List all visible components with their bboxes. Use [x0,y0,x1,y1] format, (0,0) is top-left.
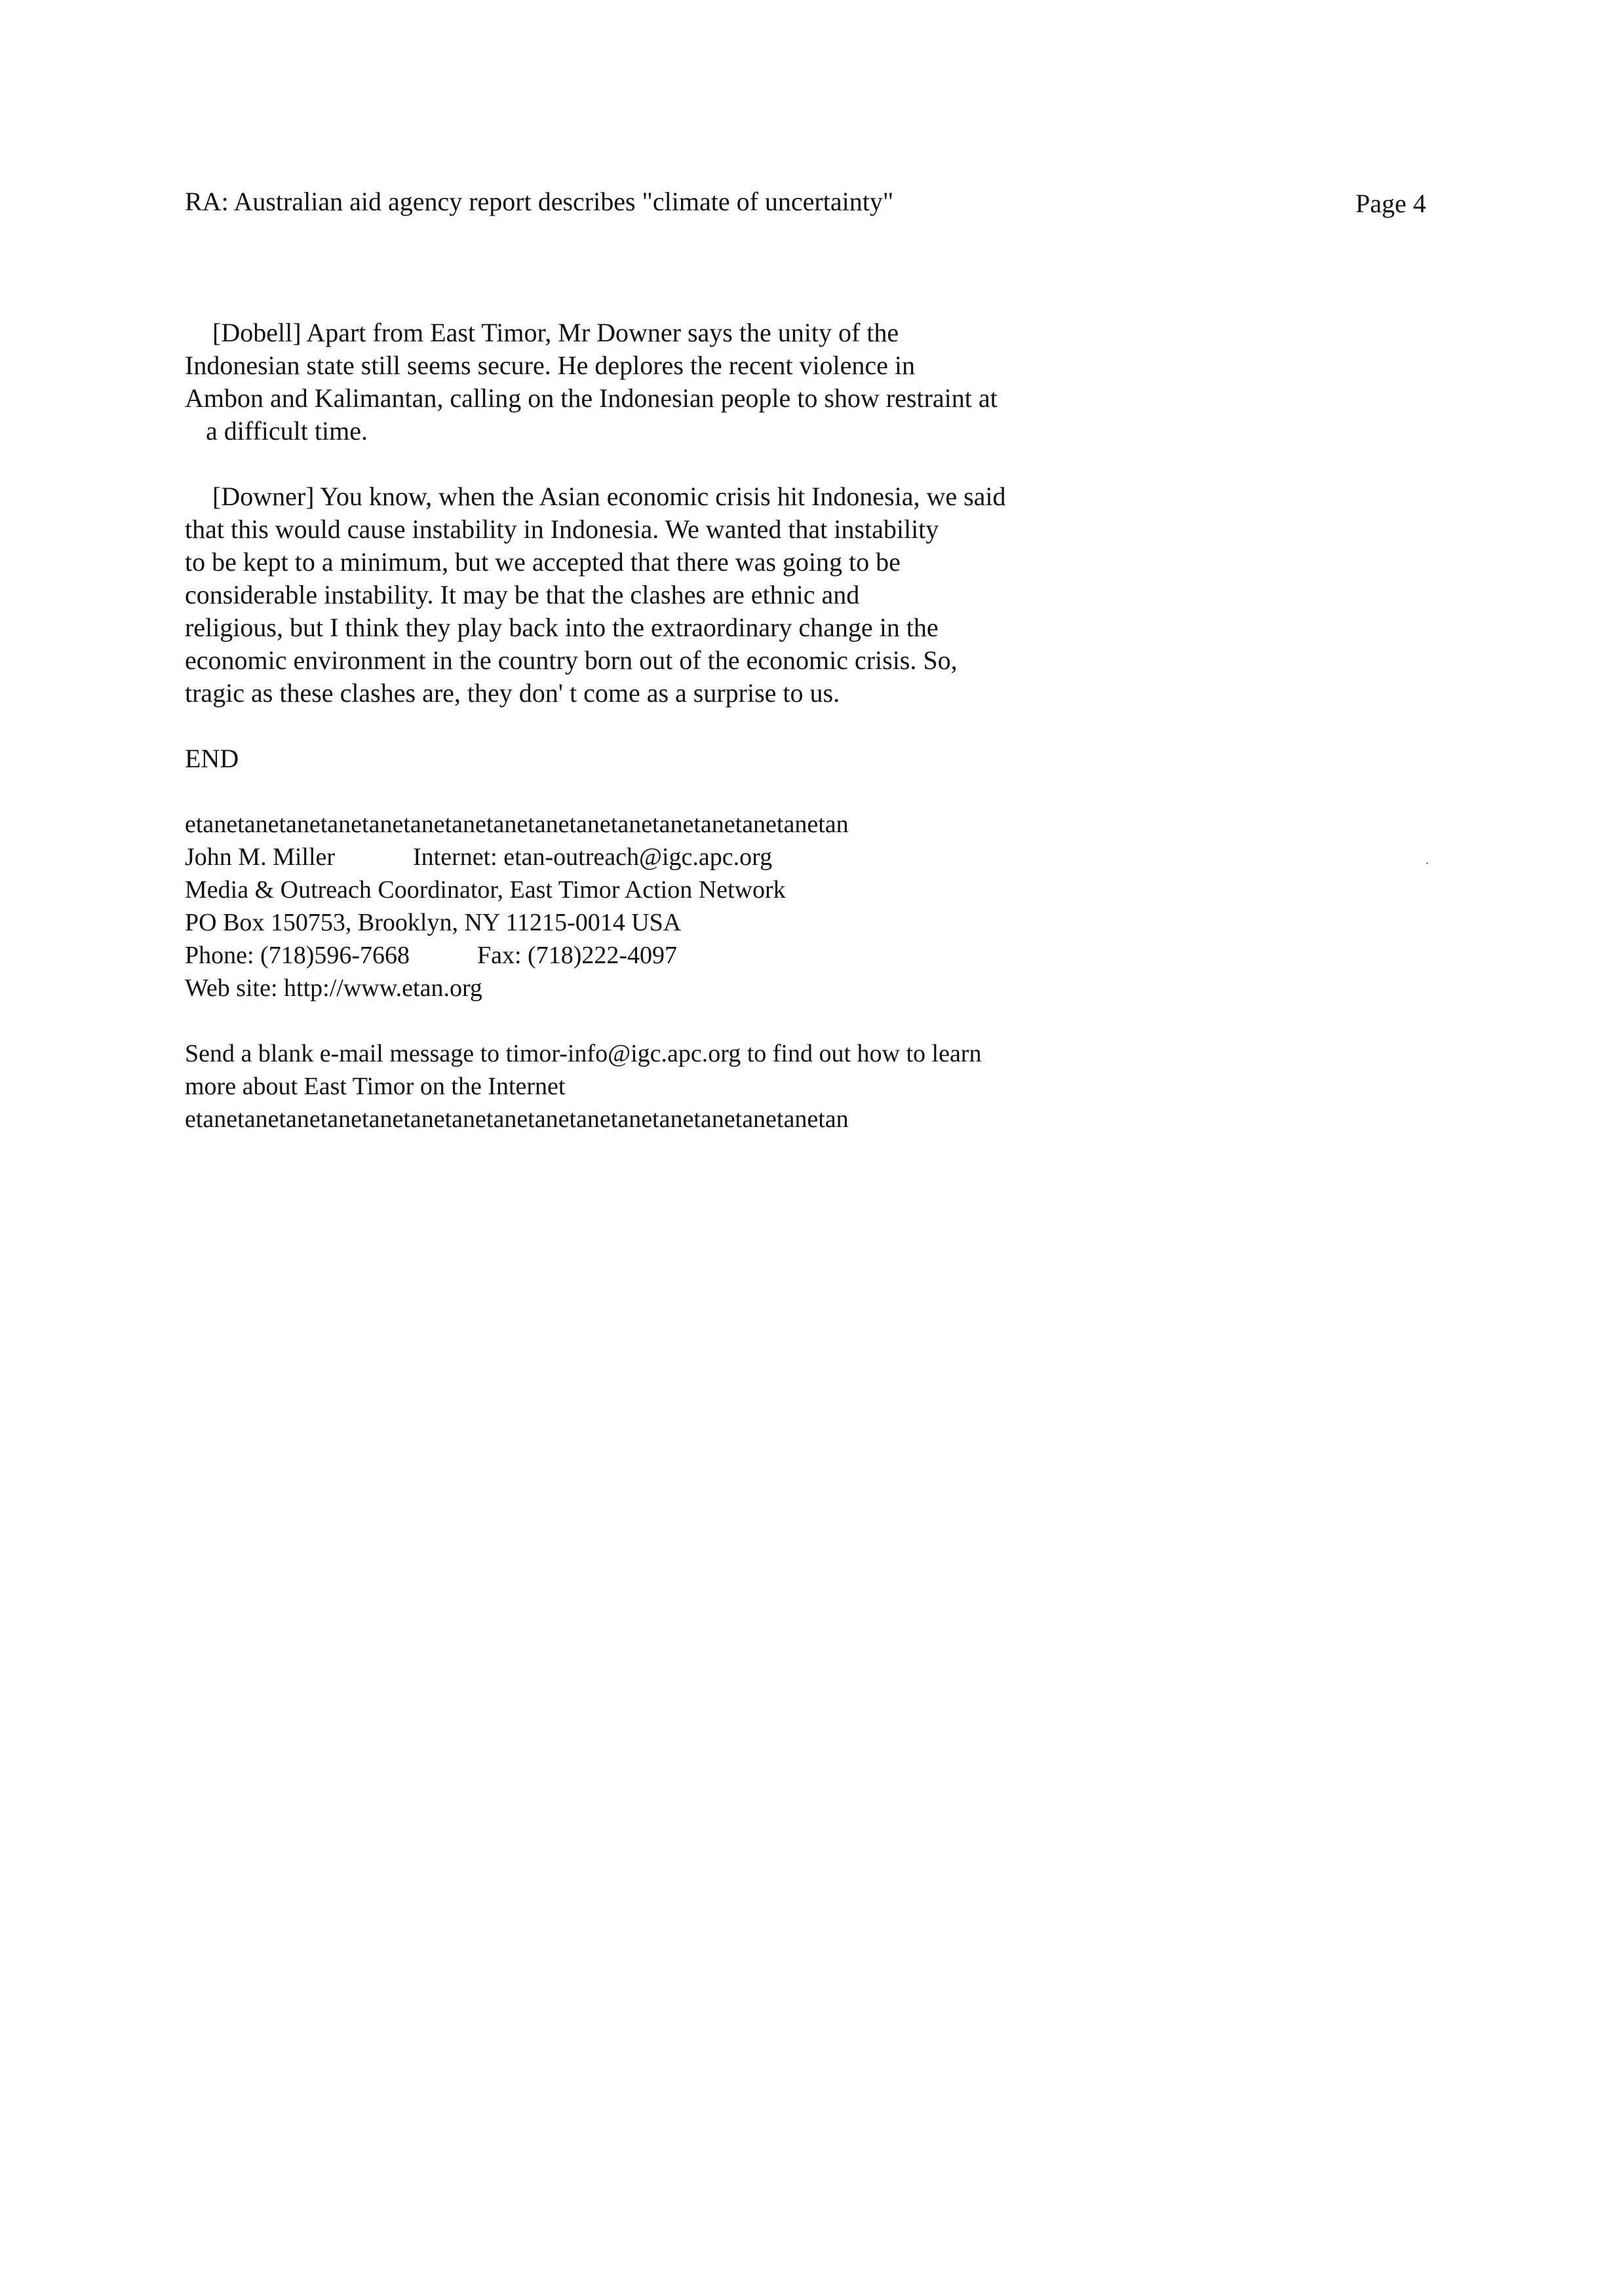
page-number: Page 4 [1355,189,1426,218]
contact-phone: Phone: (718)596-7668 [185,942,410,969]
dobell-line-3: Ambon and Kalimantan, calling on the Indonesian people to show restraint at [185,383,998,413]
contact-role: Media & Outreach Coordinator, East Timor Action Network [185,876,786,904]
header-title: RA: Australian aid agency report describes "climate of uncertainty" [185,187,894,216]
divider-bottom: etanetanetanetanetanetanetanetanetanetanetanetanetanetanetanetan [185,1105,849,1133]
contact-phone-row [185,939,678,972]
downer-line-6: economic environment in the country born out of the economic crisis. So, [185,645,958,675]
downer-line-2: that this would cause instability in Indonesia. We wanted that instability [185,514,939,544]
contact-name-row [185,841,773,873]
contact-fax: Fax: (718)222-4097 [477,942,678,969]
contact-website[interactable]: Web site: http://www.etan.org [185,974,482,1002]
end-marker: END [185,744,239,773]
downer-line-5: religious, but I think they play back into the extraordinary change in the [185,613,939,642]
downer-line-4: considerable instability. It may be that the clashes are ethnic and [185,580,860,609]
downer-line-3: to be kept to a minimum, but we accepted that there was going to be [185,547,901,577]
downer-line-7: tragic as these clashes are, they don' t come as a surprise to us. [185,678,840,708]
dobell-line-1: [Dobell] Apart from East Timor, Mr Downer says the unity of the [212,318,899,347]
contact-email[interactable]: Internet: etan-outreach@igc.apc.org [413,843,773,871]
contact-name: John M. Miller [185,843,336,871]
downer-line-1: [Downer] You know, when the Asian economic crisis hit Indonesia, we said [212,482,1006,511]
footer-line-1: Send a blank e-mail message to timor-info@igc.apc.org to find out how to learn [185,1040,982,1067]
dobell-line-2: Indonesian state still seems secure. He deplores the recent violence in [185,351,916,380]
contact-address: PO Box 150753, Brooklyn, NY 11215-0014 USA [185,909,682,936]
dobell-line-4: a difficult time. [206,416,368,446]
footer-line-2: more about East Timor on the Internet [185,1073,566,1100]
scan-speck [1426,862,1428,864]
divider-top: etanetanetanetanetanetanetanetanetanetanetanetanetanetanetanetan [185,811,849,838]
